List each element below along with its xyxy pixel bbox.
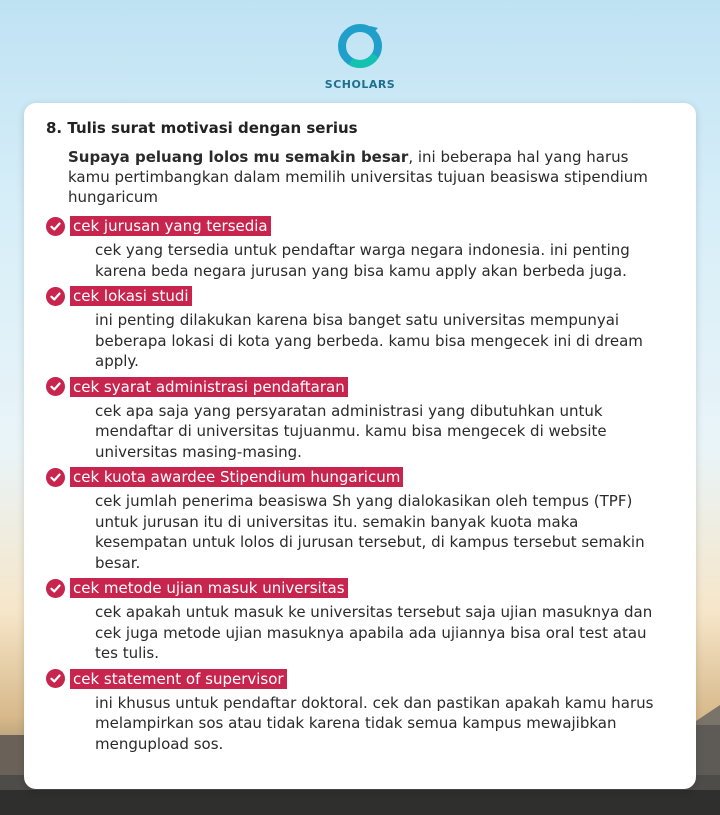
item-label: cek jurusan yang tersedia <box>70 216 271 236</box>
item-description: cek apakah untuk masuk ke universitas tersebut saja ujian masuknya dan cek juga metode ujian masuknya apabila ada ujiannya bisa oral test atau tes tulis. <box>95 603 653 662</box>
checklist-item <box>46 215 674 281</box>
item-label: cek kuota awardee Stipendium hungaricum <box>70 467 403 487</box>
logo-ring-icon <box>334 20 386 72</box>
scholars-logo <box>0 20 720 91</box>
checkmark-icon <box>46 217 65 236</box>
checkmark-icon <box>46 468 65 487</box>
item-label: cek syarat administrasi pendaftaran <box>70 377 348 397</box>
item-label: cek statement of supervisor <box>70 669 287 689</box>
intro-paragraph <box>68 147 674 207</box>
checkmark-icon <box>46 669 65 688</box>
checkmark-icon <box>46 579 65 598</box>
checkmark-icon <box>46 287 65 306</box>
logo-wordmark: SCHOLARS <box>324 78 396 91</box>
item-label: cek metode ujian masuk universitas <box>70 578 348 598</box>
section-heading: 8. Tulis surat motivasi dengan serius <box>46 119 358 137</box>
checklist-item <box>46 466 674 573</box>
item-label: cek lokasi studi <box>70 286 192 306</box>
checklist-item <box>46 376 674 463</box>
content-card <box>24 103 696 789</box>
item-description: cek apa saja yang persyaratan administrasi yang dibutuhkan untuk mendaftar di universitas tujuanmu. kamu bisa mengecek di website universitas masing-masing. <box>95 401 607 461</box>
item-description: cek yang tersedia untuk pendaftar warga negara indonesia. ini penting karena beda negara jurusan yang bisa kamu apply akan berbeda juga. <box>95 241 630 280</box>
item-description: ini khusus untuk pendaftar doktoral. cek dan pastikan apakah kamu harus melampirkan sos atau tidak karena tidak semua kampus mewajibkan mengupload sos. <box>95 693 654 753</box>
intro-bold: Supaya peluang lolos mu semakin besar <box>68 148 409 166</box>
checkmark-icon <box>46 377 65 396</box>
item-description: ini penting dilakukan karena bisa banget satu universitas mempunyai beberapa lokasi di kota yang berbeda. kamu bisa mengecek ini di dream apply. <box>95 311 643 370</box>
checklist-item <box>46 285 674 372</box>
intro-rest: , ini beberapa hal yang harus kamu pertimbangkan dalam memilih universitas tujuan beasiswa stipendium hungaricum <box>68 148 648 206</box>
checklist <box>46 215 674 754</box>
checklist-item <box>46 668 674 755</box>
checklist-item <box>46 577 674 664</box>
item-description: cek jumlah penerima beasiswa Sh yang dialokasikan oleh tempus (TPF) untuk jurusan itu di universitas itu. semakin banyak kuota maka kesempatan untuk lolos di jurusan tersebut, di kampus tersebut semakin besar. <box>95 492 645 572</box>
